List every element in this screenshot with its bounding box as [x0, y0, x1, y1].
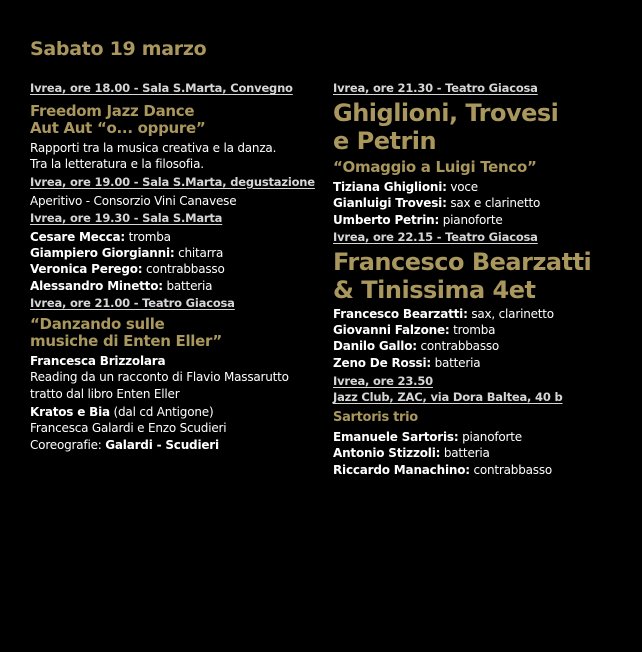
event-subtitle: “Omaggio a Luigi Tenco”: [333, 158, 537, 176]
performer-role: pianoforte: [442, 212, 503, 227]
performer-name: Francesca Brizzolara: [30, 354, 166, 369]
performer-role: batteria: [166, 278, 213, 293]
page-date-heading: Sabato 19 marzo: [30, 38, 207, 60]
event-title: Francesco Bearzatti: [333, 247, 592, 276]
event-description: Reading da un racconto di Flavio Massarutto: [30, 370, 289, 385]
event-title: e Petrin: [333, 127, 437, 155]
performer-line: [333, 338, 623, 354]
performer-line: [30, 404, 315, 420]
performer-line: [333, 179, 623, 195]
performer-line: [333, 445, 623, 461]
performer-name: Giovanni Falzone:: [333, 323, 450, 338]
event-degustazione: [30, 175, 315, 209]
performer-name: Umberto Petrin:: [333, 212, 440, 227]
event-bearzatti: [333, 230, 623, 371]
event-title: “Danzando sulle: [30, 315, 165, 334]
performer-line: [333, 429, 623, 445]
performer-line: [30, 353, 315, 369]
performer-name: Emanuele Sartoris:: [333, 430, 459, 445]
event-title: Aut Aut “o... oppure”: [30, 119, 206, 137]
performer-name: Zeno De Rossi:: [333, 355, 431, 370]
left-column: [30, 81, 315, 453]
event-danzando: [30, 296, 315, 453]
credit-label: Coreografie:: [30, 437, 102, 452]
credit-value: Galardi - Scudieri: [105, 437, 219, 452]
event-description: Francesca Galardi e Enzo Scudieri: [30, 421, 227, 436]
album-note: (dal cd Antigone): [113, 404, 214, 419]
performer-role: tromba: [128, 229, 171, 244]
event-time-location: Ivrea, ore 19.00 - Sala S.Marta, degustazione: [30, 174, 315, 189]
performer-role: contrabbasso: [420, 339, 500, 354]
event-title: Ghiglioni, Trovesi: [333, 99, 559, 127]
performer-line: [333, 212, 623, 228]
performer-role: voce: [450, 180, 478, 194]
performer-role: batteria: [443, 446, 490, 461]
event-ghiglioni: [333, 81, 623, 228]
event-description: Aperitivo - Consorzio Vini Canavese: [30, 193, 237, 208]
performer-line: [30, 278, 315, 294]
event-time-location: Ivrea, ore 23.50: [333, 374, 433, 389]
performer-role: chitarra: [178, 246, 224, 261]
performer-line: [333, 195, 623, 211]
performer-name: Kratos e Bia: [30, 404, 110, 419]
performer-name: Tiziana Ghiglioni:: [333, 180, 447, 194]
event-time-location: Ivrea, ore 21.30 - Teatro Giacosa: [333, 81, 538, 95]
event-title: Freedom Jazz Dance: [30, 102, 195, 120]
right-column: [333, 81, 623, 478]
performer-name: Cesare Mecca:: [30, 229, 126, 244]
event-time-location: Jazz Club, ZAC, via Dora Baltea, 40 b: [333, 390, 563, 405]
event-time-location: Ivrea, ore 21.00 - Teatro Giacosa: [30, 296, 235, 311]
performer-line: [30, 261, 315, 277]
performer-name: Veronica Perego:: [30, 262, 143, 277]
performer-line: [333, 306, 623, 322]
event-description: tratto dal libro Enten Eller: [30, 386, 180, 401]
performer-role: batteria: [434, 355, 481, 370]
performer-name: Francesco Bearzatti:: [333, 306, 468, 321]
performer-line: [30, 229, 315, 245]
event-convegno: [30, 81, 315, 173]
performer-line: [333, 462, 623, 478]
performer-name: Riccardo Manachino:: [333, 462, 470, 477]
performer-role: tromba: [453, 323, 496, 338]
performer-line: [333, 322, 623, 338]
event-time-location: Ivrea, ore 18.00 - Sala S.Marta, Convegno: [30, 81, 293, 95]
event-description: Rapporti tra la musica creativa e la danza.: [30, 141, 277, 155]
performer-role: sax e clarinetto: [450, 196, 541, 211]
performer-role: contrabbasso: [146, 262, 225, 277]
event-title: Sartoris trio: [333, 410, 418, 426]
event-time-location: Ivrea, ore 19.30 - Sala S.Marta: [30, 210, 223, 225]
event-description: Tra la letteratura e la filosofia.: [30, 157, 204, 172]
performer-role: contrabbasso: [473, 462, 553, 477]
event-title: musiche di Enten Eller”: [30, 332, 222, 351]
performer-name: Antonio Stizzoli:: [333, 446, 441, 461]
event-sartoris: [333, 374, 623, 478]
event-title: & Tinissima 4et: [333, 275, 536, 304]
performer-line: [30, 245, 315, 261]
event-sala-smarta: [30, 211, 315, 294]
performer-name: Danilo Gallo:: [333, 339, 417, 354]
performer-line: [333, 355, 623, 371]
performer-role: pianoforte: [462, 430, 522, 445]
performer-name: Gianluigi Trovesi:: [333, 196, 447, 211]
performer-role: sax, clarinetto: [471, 306, 554, 321]
performer-name: Alessandro Minetto:: [30, 278, 163, 293]
event-time-location: Ivrea, ore 22.15 - Teatro Giacosa: [333, 229, 538, 244]
performer-line: [30, 437, 315, 453]
performer-name: Giampiero Giorgianni:: [30, 246, 175, 261]
